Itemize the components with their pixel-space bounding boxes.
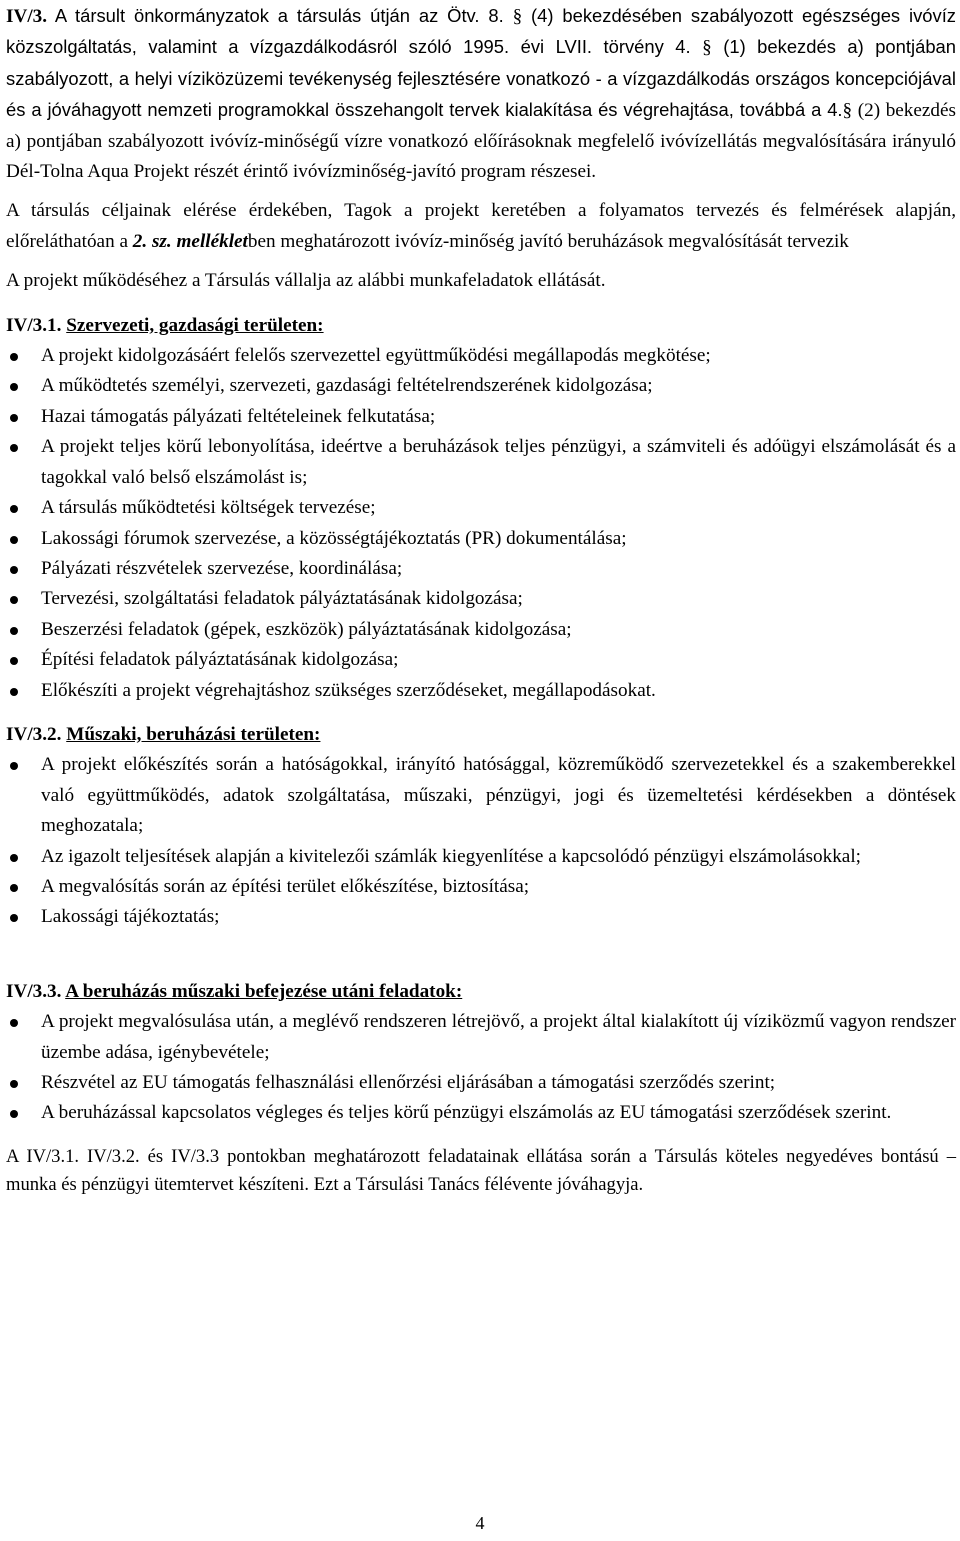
section-heading	[6, 977, 956, 1007]
section-title: Műszaki, beruházási területen:	[66, 723, 321, 745]
list-item: Lakossági fórumok szervezése, a közösségtájékoztatás (PR) dokumentálása;	[6, 524, 956, 554]
list-item: Részvétel az EU támogatás felhasználási ellenőrzési eljárásában a támogatási szerződés szerint;	[6, 1068, 956, 1098]
list-item: A társulás működtetési költségek tervezése;	[6, 493, 956, 523]
closing-paragraph: A IV/3.1. IV/3.2. és IV/3.3 pontokban meghatározott feladatainak ellátása során a Társulás köteles negyedéves bontású – munka és pénzügyi ütemtervet készíteni. Ezt a Társulási Tanács félévente jóváhagyja.	[6, 1145, 956, 1196]
intro-text-2: (4) bekezdésében szabályozott egészséges ivóvíz közszolgáltatás, valamint a vízgazdálkodásról szóló 1995. évi LVII. törvény 4.	[6, 5, 956, 58]
document-page	[6, 0, 956, 1200]
list-item: A projekt teljes körű lebonyolítása, ideértve a beruházások teljes pénzügyi, a számviteli és adóügyi elszámolását és a tagokkal való belső elszámolást is;	[6, 432, 956, 493]
section-technical	[6, 720, 956, 933]
section-heading	[6, 720, 956, 750]
section-title: Szervezeti, gazdasági területen:	[66, 314, 324, 336]
goals-text-before: A társulás céljainak elérése érdekében, Tagok a projekt keretében a folyamatos tervezés és felmérések alapján, előreláthatóan a	[6, 200, 956, 252]
paragraph-sign: §	[842, 100, 853, 122]
list-item: Hazai támogatás pályázati feltételeinek felkutatása;	[6, 402, 956, 432]
list-item: Pályázati részvételek szervezése, koordinálása;	[6, 554, 956, 584]
section-post-completion	[6, 977, 956, 1129]
list-item: A megvalósítás során az építési terület előkészítése, biztosítása;	[6, 872, 956, 902]
intro-section-number: IV/3.	[6, 6, 48, 27]
list-item: Tervezési, szolgáltatási feladatok pályáztatásának kidolgozása;	[6, 584, 956, 614]
list-item: Beszerzési feladatok (gépek, eszközök) pályáztatásának kidolgozása;	[6, 615, 956, 645]
list-item: Építési feladatok pályáztatásának kidolgozása;	[6, 645, 956, 675]
task-list	[6, 750, 956, 932]
list-item: A beruházással kapcsolatos végleges és teljes körű pénzügyi elszámolás az EU támogatási szerződések szerint.	[6, 1098, 956, 1128]
section-number: IV/3.3.	[6, 980, 62, 1002]
list-item: Előkészíti a projekt végrehajtáshoz szükséges szerződéseket, megállapodásokat.	[6, 676, 956, 706]
section-title: A beruházás műszaki befejezése utáni feladatok:	[65, 980, 463, 1002]
intro-text-4: (2) bekezdés a) pontjában szabályozott ivóvíz-minőségű vízre vonatkozó előírásoknak megfelelő ivóvízellátás megvalósítására irányuló Dél-Tolna Aqua Projekt részét érintő ivóvízminőség-javító program részesei.	[6, 100, 957, 183]
section-heading	[6, 311, 956, 341]
page-number: 4	[475, 1513, 485, 1533]
list-item: A projekt kidolgozásáért felelős szervezettel együttműködési megállapodás megkötése;	[6, 341, 956, 371]
task-list	[6, 1007, 956, 1129]
list-item: A projekt megvalósulása után, a meglévő rendszeren létrejövő, a projekt által kialakított új víziközmű vagyon rendszer üzembe adása, igénybevétele;	[6, 1007, 956, 1068]
list-item: Az igazolt teljesítések alapján a kivitelezői számlák kiegyenlítése a kapcsolódó pénzügyi elszámolásokkal;	[6, 842, 956, 872]
annex-reference: 2. sz. melléklet	[132, 230, 248, 252]
intro-text-1: A társult önkormányzatok a társulás útján az Ötv. 8.	[47, 5, 513, 26]
intro-paragraph	[6, 0, 956, 187]
list-item: A projekt előkészítés során a hatóságokkal, irányító hatósággal, közreműködő szervezetekkel és a szakemberekkel való együttműködés, adatok szolgáltatása, műszaki, pénzügyi, jogi és üzemeltetési kérdésekben a döntések meghozatala;	[6, 750, 956, 841]
goals-paragraph	[6, 196, 956, 257]
paragraph-sign: §	[702, 37, 712, 59]
paragraph-sign: §	[512, 6, 523, 27]
list-item: Lakossági tájékoztatás;	[6, 902, 956, 932]
task-list	[6, 341, 956, 706]
list-item: A működtetés személyi, szervezeti, gazdasági feltételrendszerének kidolgozása;	[6, 371, 956, 401]
intro-text-3: (1) bekezdés a) pontjában szabályozott, a helyi víziközüzemi tevékenység fejlesztésére vonatkozó - a vízgazdálkodás országos koncepciójával és a jóváhagyott nemzeti programokkal összehangolt tervek kialakítása és végrehajtása, továbbá a 4.	[6, 36, 957, 121]
goals-text-after: ben meghatározott ivóvíz-minőség javító beruházások megvalósítását tervezik	[247, 230, 849, 252]
section-number: IV/3.1.	[6, 314, 62, 336]
tasks-paragraph: A projekt működéséhez a Társulás vállalja az alábbi munkafeladatok ellátását.	[6, 270, 606, 292]
section-organizational	[6, 311, 956, 706]
section-number: IV/3.2.	[6, 723, 62, 745]
